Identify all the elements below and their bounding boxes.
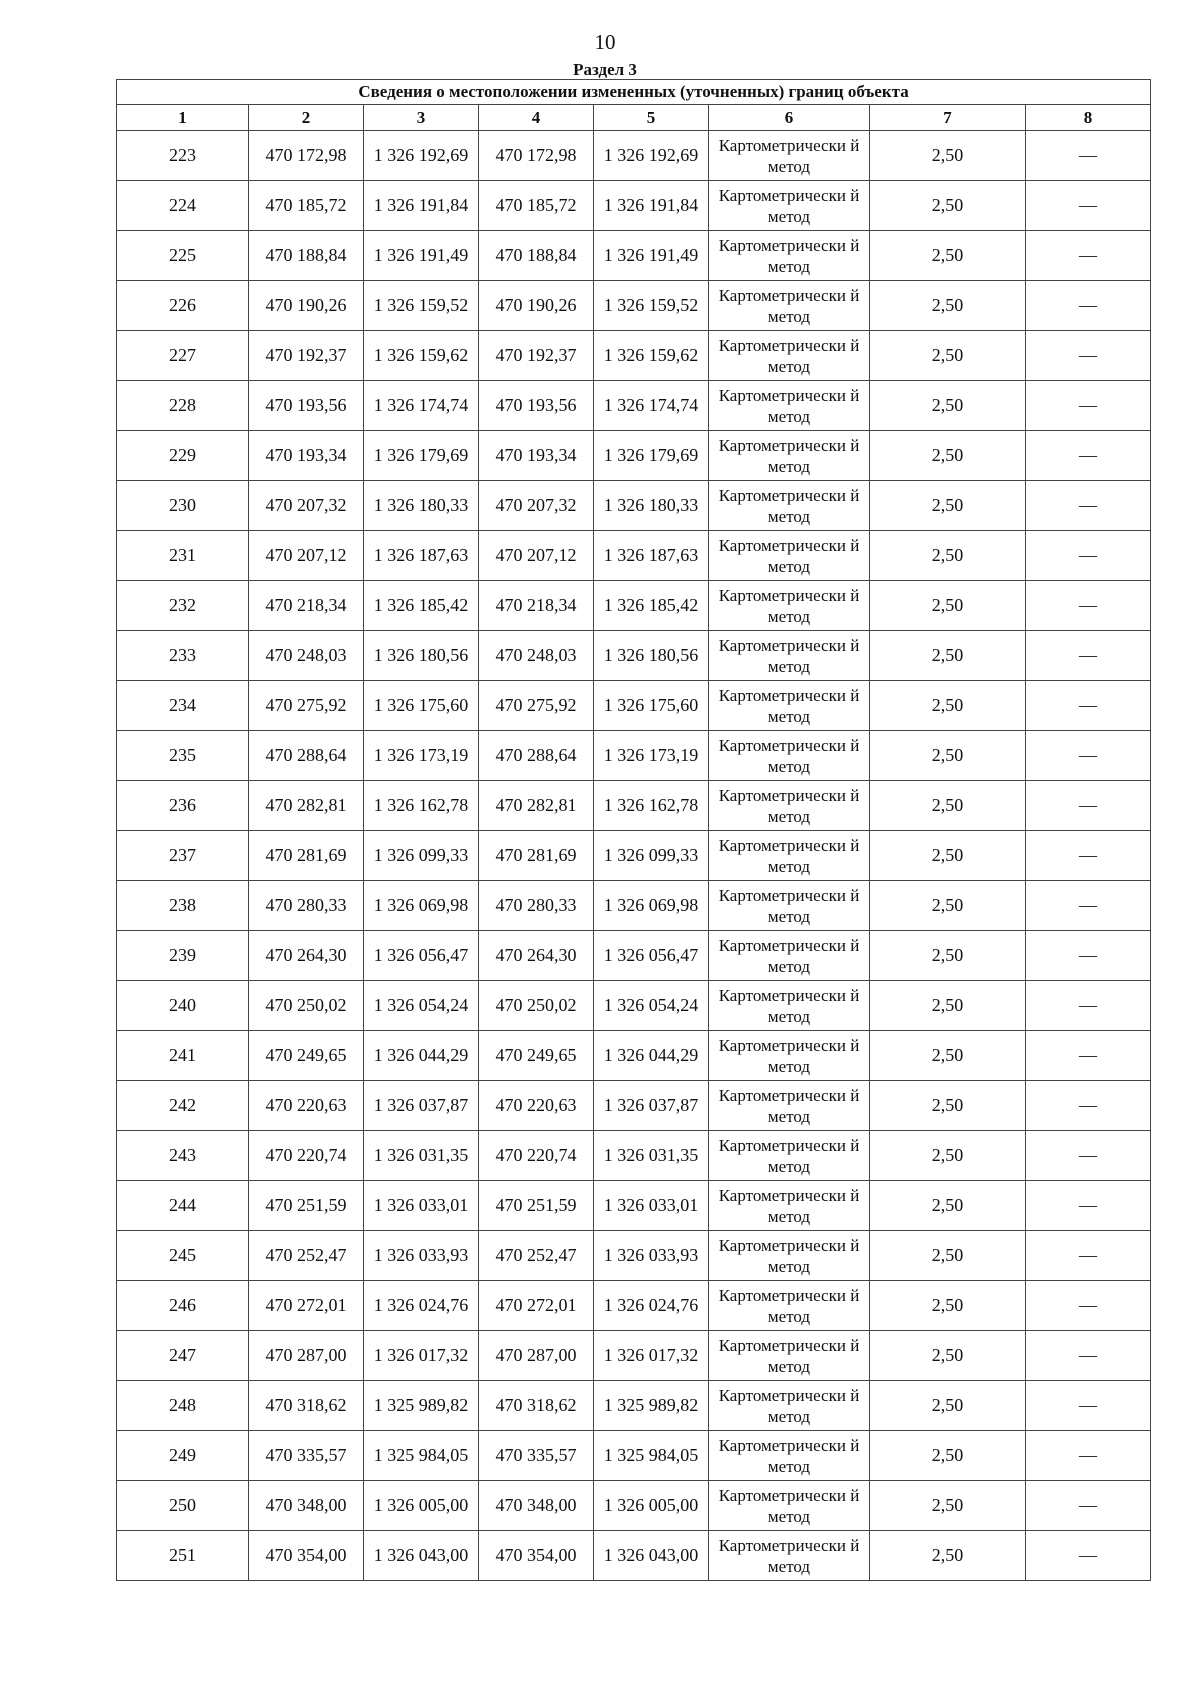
x-old-cell: 470 218,34: [249, 581, 364, 631]
y-new-cell: 1 326 187,63: [594, 531, 709, 581]
x-new-cell: 470 172,98: [479, 131, 594, 181]
y-old-cell: 1 326 005,00: [364, 1481, 479, 1531]
method-cell: Картометрически й метод: [709, 1181, 870, 1231]
precision-cell: 2,50: [870, 481, 1026, 531]
description-cell: —: [1026, 1431, 1151, 1481]
point-number-cell: 225: [117, 231, 249, 281]
precision-cell: 2,50: [870, 431, 1026, 481]
x-old-cell: 470 185,72: [249, 181, 364, 231]
point-number-cell: 248: [117, 1381, 249, 1431]
x-old-cell: 470 272,01: [249, 1281, 364, 1331]
description-cell: —: [1026, 181, 1151, 231]
y-old-cell: 1 325 989,82: [364, 1381, 479, 1431]
method-cell: Картометрически й метод: [709, 131, 870, 181]
precision-cell: 2,50: [870, 1081, 1026, 1131]
y-old-cell: 1 326 185,42: [364, 581, 479, 631]
method-cell: Картометрически й метод: [709, 1331, 870, 1381]
x-new-cell: 470 249,65: [479, 1031, 594, 1081]
y-new-cell: 1 326 191,84: [594, 181, 709, 231]
point-number-cell: 243: [117, 1131, 249, 1181]
table-row: [117, 131, 1151, 181]
description-cell: —: [1026, 431, 1151, 481]
precision-cell: 2,50: [870, 931, 1026, 981]
table-row: [117, 1081, 1151, 1131]
y-new-cell: 1 326 005,00: [594, 1481, 709, 1531]
point-number-cell: 235: [117, 731, 249, 781]
table-row: [117, 581, 1151, 631]
y-old-cell: 1 326 044,29: [364, 1031, 479, 1081]
x-old-cell: 470 282,81: [249, 781, 364, 831]
method-cell: Картометрически й метод: [709, 1481, 870, 1531]
column-number-header: 8: [1026, 105, 1151, 131]
y-new-cell: 1 326 174,74: [594, 381, 709, 431]
precision-cell: 2,50: [870, 731, 1026, 781]
method-cell: Картометрически й метод: [709, 1031, 870, 1081]
description-cell: —: [1026, 1031, 1151, 1081]
table-row: [117, 931, 1151, 981]
y-old-cell: 1 326 054,24: [364, 981, 479, 1031]
table-row: [117, 1381, 1151, 1431]
description-cell: —: [1026, 781, 1151, 831]
x-old-cell: 470 220,74: [249, 1131, 364, 1181]
method-cell: Картометрически й метод: [709, 1381, 870, 1431]
y-new-cell: 1 326 162,78: [594, 781, 709, 831]
method-cell: Картометрически й метод: [709, 581, 870, 631]
column-number-header: 5: [594, 105, 709, 131]
y-new-cell: 1 325 989,82: [594, 1381, 709, 1431]
method-cell: Картометрически й метод: [709, 481, 870, 531]
column-number-header: 4: [479, 105, 594, 131]
table-row: [117, 331, 1151, 381]
y-new-cell: 1 326 033,93: [594, 1231, 709, 1281]
y-new-cell: 1 326 043,00: [594, 1531, 709, 1581]
y-old-cell: 1 326 180,33: [364, 481, 479, 531]
point-number-cell: 236: [117, 781, 249, 831]
description-cell: —: [1026, 1381, 1151, 1431]
method-cell: Картометрически й метод: [709, 281, 870, 331]
precision-cell: 2,50: [870, 1231, 1026, 1281]
table-row: [117, 1031, 1151, 1081]
x-old-cell: 470 220,63: [249, 1081, 364, 1131]
x-new-cell: 470 193,56: [479, 381, 594, 431]
y-new-cell: 1 326 173,19: [594, 731, 709, 781]
x-new-cell: 470 280,33: [479, 881, 594, 931]
method-cell: Картометрически й метод: [709, 231, 870, 281]
table-row: [117, 281, 1151, 331]
precision-cell: 2,50: [870, 1131, 1026, 1181]
precision-cell: 2,50: [870, 831, 1026, 881]
table-caption: Сведения о местоположении измененных (уточненных) границ объекта: [117, 80, 1151, 105]
description-cell: —: [1026, 231, 1151, 281]
x-old-cell: 470 250,02: [249, 981, 364, 1031]
x-new-cell: 470 250,02: [479, 981, 594, 1031]
point-number-cell: 245: [117, 1231, 249, 1281]
y-old-cell: 1 326 192,69: [364, 131, 479, 181]
description-cell: —: [1026, 1281, 1151, 1331]
precision-cell: 2,50: [870, 1331, 1026, 1381]
y-new-cell: 1 326 069,98: [594, 881, 709, 931]
precision-cell: 2,50: [870, 1381, 1026, 1431]
boundary-coordinates-table: [116, 79, 1151, 1581]
point-number-cell: 223: [117, 131, 249, 181]
y-old-cell: 1 326 159,62: [364, 331, 479, 381]
y-old-cell: 1 326 162,78: [364, 781, 479, 831]
table-row: [117, 231, 1151, 281]
x-old-cell: 470 193,34: [249, 431, 364, 481]
y-new-cell: 1 326 180,56: [594, 631, 709, 681]
description-cell: —: [1026, 1081, 1151, 1131]
x-old-cell: 470 193,56: [249, 381, 364, 431]
y-new-cell: 1 326 054,24: [594, 981, 709, 1031]
y-new-cell: 1 326 185,42: [594, 581, 709, 631]
x-new-cell: 470 251,59: [479, 1181, 594, 1231]
x-new-cell: 470 354,00: [479, 1531, 594, 1581]
point-number-cell: 230: [117, 481, 249, 531]
method-cell: Картометрически й метод: [709, 981, 870, 1031]
y-new-cell: 1 326 033,01: [594, 1181, 709, 1231]
point-number-cell: 226: [117, 281, 249, 331]
description-cell: —: [1026, 831, 1151, 881]
y-new-cell: 1 326 192,69: [594, 131, 709, 181]
table-row: [117, 831, 1151, 881]
precision-cell: 2,50: [870, 1281, 1026, 1331]
description-cell: —: [1026, 131, 1151, 181]
table-row: [117, 1431, 1151, 1481]
x-old-cell: 470 188,84: [249, 231, 364, 281]
point-number-cell: 229: [117, 431, 249, 481]
point-number-cell: 231: [117, 531, 249, 581]
y-old-cell: 1 325 984,05: [364, 1431, 479, 1481]
x-new-cell: 470 348,00: [479, 1481, 594, 1531]
method-cell: Картометрически й метод: [709, 681, 870, 731]
y-old-cell: 1 326 069,98: [364, 881, 479, 931]
point-number-cell: 241: [117, 1031, 249, 1081]
x-new-cell: 470 248,03: [479, 631, 594, 681]
table-row: [117, 1181, 1151, 1231]
x-old-cell: 470 190,26: [249, 281, 364, 331]
description-cell: —: [1026, 1231, 1151, 1281]
description-cell: —: [1026, 531, 1151, 581]
point-number-cell: 244: [117, 1181, 249, 1231]
x-new-cell: 470 281,69: [479, 831, 594, 881]
y-old-cell: 1 326 043,00: [364, 1531, 479, 1581]
y-new-cell: 1 326 159,62: [594, 331, 709, 381]
y-new-cell: 1 326 179,69: [594, 431, 709, 481]
precision-cell: 2,50: [870, 631, 1026, 681]
point-number-cell: 239: [117, 931, 249, 981]
precision-cell: 2,50: [870, 281, 1026, 331]
y-old-cell: 1 326 173,19: [364, 731, 479, 781]
precision-cell: 2,50: [870, 981, 1026, 1031]
x-new-cell: 470 192,37: [479, 331, 594, 381]
y-new-cell: 1 325 984,05: [594, 1431, 709, 1481]
method-cell: Картометрически й метод: [709, 1431, 870, 1481]
precision-cell: 2,50: [870, 131, 1026, 181]
y-old-cell: 1 326 031,35: [364, 1131, 479, 1181]
precision-cell: 2,50: [870, 1031, 1026, 1081]
precision-cell: 2,50: [870, 781, 1026, 831]
point-number-cell: 228: [117, 381, 249, 431]
method-cell: Картометрически й метод: [709, 1081, 870, 1131]
description-cell: —: [1026, 381, 1151, 431]
point-number-cell: 240: [117, 981, 249, 1031]
y-old-cell: 1 326 099,33: [364, 831, 479, 881]
x-old-cell: 470 275,92: [249, 681, 364, 731]
x-old-cell: 470 348,00: [249, 1481, 364, 1531]
table-row: [117, 1131, 1151, 1181]
y-old-cell: 1 326 024,76: [364, 1281, 479, 1331]
y-new-cell: 1 326 044,29: [594, 1031, 709, 1081]
description-cell: —: [1026, 931, 1151, 981]
x-old-cell: 470 280,33: [249, 881, 364, 931]
description-cell: —: [1026, 981, 1151, 1031]
precision-cell: 2,50: [870, 1531, 1026, 1581]
point-number-cell: 233: [117, 631, 249, 681]
x-old-cell: 470 207,12: [249, 531, 364, 581]
y-old-cell: 1 326 179,69: [364, 431, 479, 481]
table-body: [117, 131, 1151, 1581]
method-cell: Картометрически й метод: [709, 631, 870, 681]
table-row: [117, 531, 1151, 581]
description-cell: —: [1026, 331, 1151, 381]
precision-cell: 2,50: [870, 581, 1026, 631]
table-row: [117, 481, 1151, 531]
x-old-cell: 470 248,03: [249, 631, 364, 681]
column-number-header: 1: [117, 105, 249, 131]
x-new-cell: 470 272,01: [479, 1281, 594, 1331]
method-cell: Картометрически й метод: [709, 1131, 870, 1181]
x-new-cell: 470 220,74: [479, 1131, 594, 1181]
method-cell: Картометрически й метод: [709, 1531, 870, 1581]
y-old-cell: 1 326 175,60: [364, 681, 479, 731]
point-number-cell: 246: [117, 1281, 249, 1331]
y-old-cell: 1 326 033,01: [364, 1181, 479, 1231]
point-number-cell: 227: [117, 331, 249, 381]
x-old-cell: 470 249,65: [249, 1031, 364, 1081]
x-new-cell: 470 264,30: [479, 931, 594, 981]
method-cell: Картометрически й метод: [709, 881, 870, 931]
x-old-cell: 470 281,69: [249, 831, 364, 881]
method-cell: Картометрически й метод: [709, 831, 870, 881]
y-new-cell: 1 326 175,60: [594, 681, 709, 731]
y-new-cell: 1 326 017,32: [594, 1331, 709, 1381]
description-cell: —: [1026, 1331, 1151, 1381]
table-row: [117, 881, 1151, 931]
x-old-cell: 470 288,64: [249, 731, 364, 781]
x-new-cell: 470 220,63: [479, 1081, 594, 1131]
x-new-cell: 470 207,32: [479, 481, 594, 531]
method-cell: Картометрически й метод: [709, 331, 870, 381]
description-cell: —: [1026, 881, 1151, 931]
y-old-cell: 1 326 191,84: [364, 181, 479, 231]
point-number-cell: 232: [117, 581, 249, 631]
table-row: [117, 1531, 1151, 1581]
y-new-cell: 1 326 159,52: [594, 281, 709, 331]
x-old-cell: 470 192,37: [249, 331, 364, 381]
method-cell: Картометрически й метод: [709, 1281, 870, 1331]
table-row: [117, 681, 1151, 731]
method-cell: Картометрически й метод: [709, 381, 870, 431]
section-title: Раздел 3: [573, 60, 637, 79]
method-cell: Картометрически й метод: [709, 731, 870, 781]
x-new-cell: 470 288,64: [479, 731, 594, 781]
y-old-cell: 1 326 159,52: [364, 281, 479, 331]
precision-cell: 2,50: [870, 1431, 1026, 1481]
description-cell: —: [1026, 631, 1151, 681]
table-row: [117, 431, 1151, 481]
description-cell: —: [1026, 1481, 1151, 1531]
y-new-cell: 1 326 191,49: [594, 231, 709, 281]
x-new-cell: 470 188,84: [479, 231, 594, 281]
y-old-cell: 1 326 191,49: [364, 231, 479, 281]
description-cell: —: [1026, 1181, 1151, 1231]
precision-cell: 2,50: [870, 881, 1026, 931]
x-new-cell: 470 193,34: [479, 431, 594, 481]
precision-cell: 2,50: [870, 681, 1026, 731]
method-cell: Картометрически й метод: [709, 1231, 870, 1281]
point-number-cell: 247: [117, 1331, 249, 1381]
x-old-cell: 470 251,59: [249, 1181, 364, 1231]
description-cell: —: [1026, 1131, 1151, 1181]
column-number-row: [117, 105, 1151, 131]
description-cell: —: [1026, 481, 1151, 531]
precision-cell: 2,50: [870, 381, 1026, 431]
description-cell: —: [1026, 731, 1151, 781]
y-old-cell: 1 326 033,93: [364, 1231, 479, 1281]
x-old-cell: 470 264,30: [249, 931, 364, 981]
point-number-cell: 242: [117, 1081, 249, 1131]
x-new-cell: 470 190,26: [479, 281, 594, 331]
point-number-cell: 250: [117, 1481, 249, 1531]
point-number-cell: 238: [117, 881, 249, 931]
x-new-cell: 470 287,00: [479, 1331, 594, 1381]
column-number-header: 2: [249, 105, 364, 131]
table-row: [117, 181, 1151, 231]
y-new-cell: 1 326 024,76: [594, 1281, 709, 1331]
precision-cell: 2,50: [870, 1181, 1026, 1231]
y-old-cell: 1 326 174,74: [364, 381, 479, 431]
y-old-cell: 1 326 037,87: [364, 1081, 479, 1131]
x-new-cell: 470 275,92: [479, 681, 594, 731]
table-row: [117, 731, 1151, 781]
x-new-cell: 470 218,34: [479, 581, 594, 631]
y-new-cell: 1 326 031,35: [594, 1131, 709, 1181]
column-number-header: 6: [709, 105, 870, 131]
precision-cell: 2,50: [870, 231, 1026, 281]
precision-cell: 2,50: [870, 181, 1026, 231]
x-old-cell: 470 207,32: [249, 481, 364, 531]
point-number-cell: 249: [117, 1431, 249, 1481]
y-new-cell: 1 326 099,33: [594, 831, 709, 881]
method-cell: Картометрически й метод: [709, 181, 870, 231]
table-row: [117, 381, 1151, 431]
method-cell: Картометрически й метод: [709, 781, 870, 831]
y-new-cell: 1 326 037,87: [594, 1081, 709, 1131]
table-row: [117, 981, 1151, 1031]
table-row: [117, 781, 1151, 831]
precision-cell: 2,50: [870, 531, 1026, 581]
precision-cell: 2,50: [870, 331, 1026, 381]
method-cell: Картометрически й метод: [709, 431, 870, 481]
table-row: [117, 631, 1151, 681]
x-new-cell: 470 282,81: [479, 781, 594, 831]
x-new-cell: 470 318,62: [479, 1381, 594, 1431]
table-row: [117, 1481, 1151, 1531]
point-number-cell: 251: [117, 1531, 249, 1581]
column-number-header: 3: [364, 105, 479, 131]
table-row: [117, 1281, 1151, 1331]
x-new-cell: 470 185,72: [479, 181, 594, 231]
page-number: 10: [594, 30, 616, 54]
x-old-cell: 470 335,57: [249, 1431, 364, 1481]
x-new-cell: 470 207,12: [479, 531, 594, 581]
point-number-cell: 237: [117, 831, 249, 881]
x-old-cell: 470 318,62: [249, 1381, 364, 1431]
y-old-cell: 1 326 056,47: [364, 931, 479, 981]
x-new-cell: 470 252,47: [479, 1231, 594, 1281]
y-new-cell: 1 326 056,47: [594, 931, 709, 981]
x-old-cell: 470 172,98: [249, 131, 364, 181]
column-number-header: 7: [870, 105, 1026, 131]
y-old-cell: 1 326 017,32: [364, 1331, 479, 1381]
x-new-cell: 470 335,57: [479, 1431, 594, 1481]
description-cell: —: [1026, 281, 1151, 331]
point-number-cell: 234: [117, 681, 249, 731]
x-old-cell: 470 252,47: [249, 1231, 364, 1281]
description-cell: —: [1026, 681, 1151, 731]
description-cell: —: [1026, 1531, 1151, 1581]
table-row: [117, 1331, 1151, 1381]
y-old-cell: 1 326 187,63: [364, 531, 479, 581]
point-number-cell: 224: [117, 181, 249, 231]
method-cell: Картометрически й метод: [709, 531, 870, 581]
x-old-cell: 470 354,00: [249, 1531, 364, 1581]
x-old-cell: 470 287,00: [249, 1331, 364, 1381]
y-old-cell: 1 326 180,56: [364, 631, 479, 681]
description-cell: —: [1026, 581, 1151, 631]
y-new-cell: 1 326 180,33: [594, 481, 709, 531]
table-row: [117, 1231, 1151, 1281]
method-cell: Картометрически й метод: [709, 931, 870, 981]
precision-cell: 2,50: [870, 1481, 1026, 1531]
